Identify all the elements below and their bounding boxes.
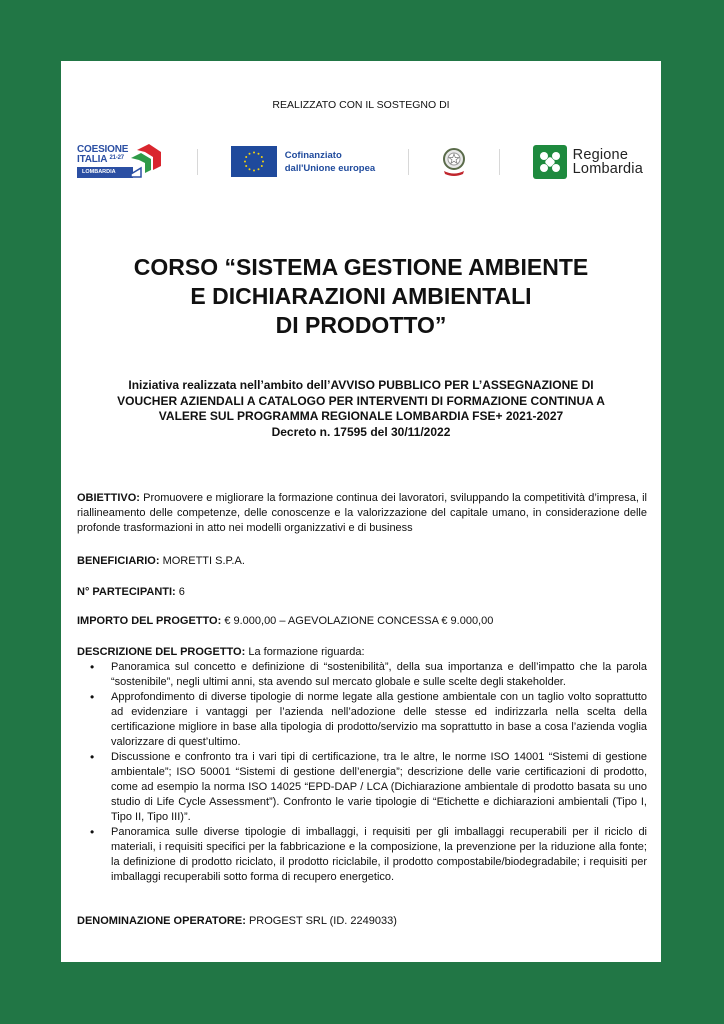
support-heading: REALIZZATO CON IL SOSTEGNO DI — [272, 99, 450, 111]
participants-field — [77, 585, 185, 600]
amount-label: IMPORTO DEL PROGETTO: — [77, 615, 222, 627]
description-list — [77, 660, 647, 885]
operator-value: PROGEST SRL (ID. 2249033) — [248, 915, 397, 927]
logo-divider — [408, 149, 409, 175]
coesione-arrow-icon — [127, 144, 163, 178]
italian-republic-emblem-icon — [441, 145, 467, 179]
description-label: DESCRIZIONE DEL PROGETTO: — [77, 646, 246, 658]
logo-strip — [75, 139, 649, 184]
beneficiary-label: BENEFICIARIO: — [77, 555, 160, 567]
document-panel — [61, 61, 661, 962]
eu-text — [285, 149, 375, 175]
logo-divider — [197, 149, 198, 175]
decree-line: Decreto n. 17595 del 30/11/2022 — [271, 424, 451, 439]
operator-label: DENOMINAZIONE OPERATORE: — [77, 915, 246, 927]
title-line: DI PRODOTTO” — [275, 312, 447, 338]
participants-value: 6 — [178, 586, 185, 598]
eu-flag-icon — [231, 146, 277, 177]
objective-section — [77, 491, 647, 536]
participants-label: N° PARTECIPANTI: — [77, 586, 176, 598]
coesione-italia: ITALIA — [77, 153, 107, 165]
course-title — [61, 253, 661, 340]
description-item: • Panoramica sulle diverse tipologie di imballaggi, i requisiti per gli imballaggi recuperabili per il riciclo di materiali, i requisiti specifici per la fabbricazione e la composizione, la prevenzione per la riduzione alla fonte; la definizione di prodotto riciclato, il prodotto riciclabile, il prodotto compostabile/biodegradabile; i requisiti per imballaggi recuperabili sotto forma di recupero energetico. — [77, 825, 647, 885]
initiative-line: VOUCHER AZIENDALI A CATALOGO PER INTERVENTI DI FORMAZIONE CONTINUA A — [117, 393, 605, 408]
description-item: • Panoramica sul concetto e definizione di “sostenibilità”, della sua importanza e dell’impatto che la parola “sostenibile”, negli ultimi anni, sta avendo sul mercato globale e sulle scelte degli stakeholder. — [77, 660, 647, 690]
eu-cofunded-logo — [231, 146, 375, 177]
coesione-italia-logo — [75, 142, 165, 182]
initiative-statement — [71, 378, 651, 440]
regione-line1: Regione — [572, 146, 629, 163]
regione-line2: Lombardia — [572, 160, 643, 177]
coesione-years: 21-27 — [109, 154, 124, 161]
beneficiary-value: MORETTI S.P.A. — [162, 555, 245, 567]
logo-divider — [499, 149, 500, 175]
description-field — [77, 645, 365, 660]
description-item: • Discussione e confronto tra i vari tipi di certificazione, tra le altre, le norme ISO 14001 “Sistemi di gestione ambientale”; ISO 50001 “Sistemi di gestione dell’energia”; descrizione delle varie certificazioni di prodotto, come ad esempio la norma ISO 14025 “EPD-DAP / LCA (Dichiarazione ambientale di prodotto basata su uno studio di Life Cycle Assessment”). Confronto le varie tipologie di “Etichette e dichiarazioni ambientali (Tipo I, Tipo II, Tipo III)”. — [77, 750, 647, 825]
coesione-line2 — [77, 154, 124, 164]
title-line: E DICHIARAZIONI AMBIENTALI — [190, 283, 532, 309]
beneficiary-field — [77, 554, 245, 569]
eu-line1: Cofinanziato — [284, 149, 342, 161]
description-item: • Approfondimento di diverse tipologie di norme legate alla gestione ambientale con un taglio volto soprattutto ad evidenziare i vantaggi per l’azienda nell’adozione delle stesse ed indirizzarla nella scelta della certificazione migliore in base alla tipologia di prodotto/servizio ma soprattutto in base a cosa l’azienda voglia valorizzare di quest’ultimo. — [77, 690, 647, 750]
description-intro: La formazione riguarda: — [248, 646, 365, 658]
initiative-line: Iniziativa realizzata nell’ambito dell’AVVISO PUBBLICO PER L’ASSEGNAZIONE DI — [128, 378, 594, 392]
amount-field — [77, 614, 493, 629]
operator-field — [77, 914, 397, 929]
eu-line2: dall'Unione europea — [284, 162, 376, 174]
objective-label: OBIETTIVO: — [77, 492, 140, 504]
regione-rose-icon — [533, 145, 567, 179]
regione-text — [573, 148, 643, 176]
initiative-line: VALERE SUL PROGRAMMA REGIONALE LOMBARDIA FSE+ 2021-2027 — [158, 409, 564, 423]
objective-text: Promuovere e migliorare la formazione continua dei lavoratori, sviluppando la competitività d’impresa, il riallineamento delle competenze, delle conoscenze e la valorizzazione del capitale umano, in considerazione delle profonde trasformazioni in atto nei modelli organizzativi e di business — [77, 492, 647, 534]
title-line: CORSO “SISTEMA GESTIONE AMBIENTE — [133, 254, 589, 280]
coesione-line1: COESIONE — [77, 143, 129, 155]
coesione-region: LOMBARDIA — [77, 167, 133, 178]
regione-lombardia-logo — [533, 145, 643, 179]
amount-value: € 9.000,00 – AGEVOLAZIONE CONCESSA € 9.000,00 — [224, 615, 494, 627]
